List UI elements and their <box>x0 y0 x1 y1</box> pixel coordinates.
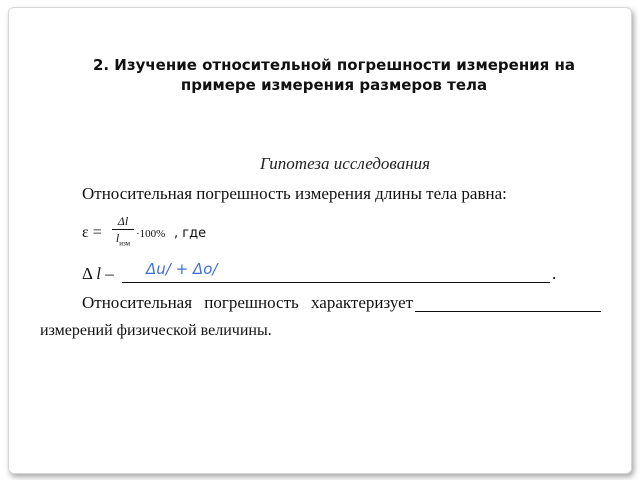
formula-lhs: ε = <box>82 224 102 241</box>
fill-in-blank-2 <box>415 311 601 312</box>
relative-error-statement: Относительная погрешность измерения длины тела равна: <box>82 184 507 203</box>
formula-denominator: $l_{изм}$ <box>115 231 131 248</box>
period: . <box>552 264 557 283</box>
characterizes-line <box>82 293 602 313</box>
formula-numerator: Δl <box>117 214 129 228</box>
characterizes-text: Относительная погрешность характеризует <box>82 293 414 312</box>
denominator-subscript: изм <box>119 239 131 248</box>
title-line-1: 2. Изучение относительной погрешности измерения на <box>92 56 576 74</box>
title-line-2: примере измерения размеров тела <box>180 76 488 94</box>
formula-fraction <box>112 214 134 250</box>
formula-where: , где <box>174 226 207 241</box>
last-line: измерений физической величины. <box>40 322 272 339</box>
fill-in-blank <box>122 282 550 283</box>
formula-multiplier: ·100% <box>136 228 166 240</box>
hypothesis-heading-text: Гипотеза исследования <box>259 154 431 173</box>
delta-l-label: Δ l – <box>82 264 114 283</box>
hypothesis-heading <box>0 154 640 174</box>
delta-l-line <box>82 262 562 286</box>
handwritten-answer: Δu/ + Δo/ <box>146 260 218 278</box>
slide-title <box>40 55 628 95</box>
fraction-bar <box>112 229 134 230</box>
